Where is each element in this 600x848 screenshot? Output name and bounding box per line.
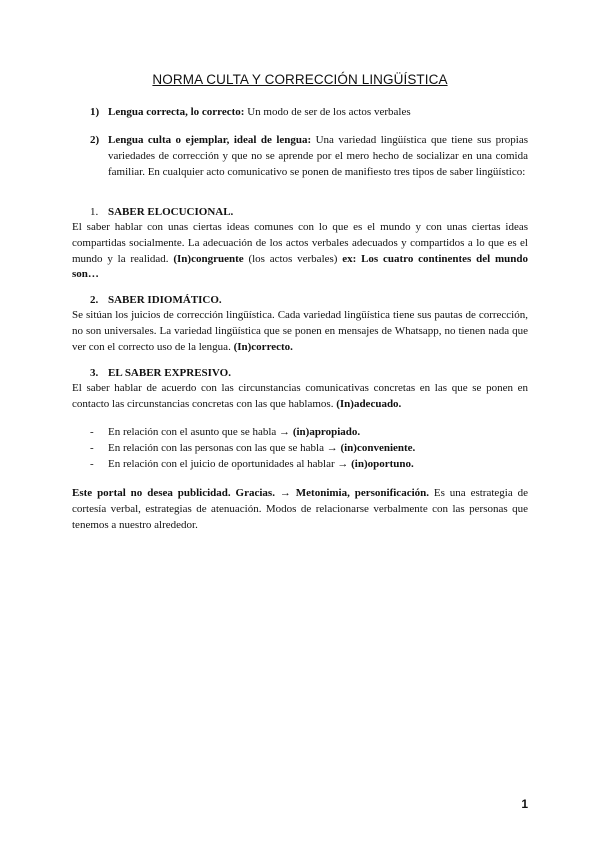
page-title: NORMA CULTA Y CORRECCIÓN LINGÜÍSTICA (152, 72, 448, 87)
bullet-2 (108, 441, 528, 457)
item-2-definition: Una variedad lingüística que tiene sus propias variedades de corrección y que no se aprende por el mero hecho de socializar en una comida familiar. En cualquier acto comunicativo se ponen de manifiesto tres tipos de saber lingüístico: (108, 134, 528, 178)
bullet-1-text: En relación con el asunto que se habla → (108, 426, 293, 438)
item-2-number: 2) (90, 134, 100, 146)
bullet-3-term: (in)oportuno. (351, 458, 414, 470)
bullet-1-term: (in)apropiado. (292, 426, 361, 438)
section-1-heading: SABER ELOCUCIONAL. (108, 206, 234, 218)
bullet-3 (108, 457, 528, 473)
section-3-paragraph (72, 381, 528, 413)
section-3-heading: EL SABER EXPRESIVO. (108, 367, 231, 379)
section-3-number: 3. (90, 367, 99, 379)
item-2-paragraph (108, 133, 528, 180)
page-number: 1 (521, 797, 528, 811)
section-2-text: Se sitúan los juicios de corrección lingüística. Cada variedad lingüística tiene sus pautas de corrección, no son universales. La variedad lingüística que se ponen en mensajes de Whatsapp, no tienen nada que ver con el correcto uso de la lengua. (72, 309, 528, 353)
section-1-paragraph (72, 220, 528, 283)
section-2-paragraph (72, 308, 528, 355)
section-1-text-2: (los actos verbales) (243, 252, 343, 265)
section-2-number: 2. (90, 294, 99, 306)
item-2-term: Lengua culta o ejemplar, ideal de lengua: (108, 134, 312, 146)
section-3-term: (In)adecuado. (336, 397, 402, 410)
bullet-2-dash: - (90, 442, 94, 454)
section-1-term: (In)congruente (173, 252, 244, 265)
section-1-number: 1. (90, 206, 99, 218)
section-3-text: El saber hablar de acuerdo con las circunstancias comunicativas concretas en las que se ponen en contacto las circunstancias concretas con las que hablamos. (72, 382, 528, 410)
closing-arrow: → (274, 487, 296, 499)
closing-paragraph (72, 486, 528, 533)
item-1-number: 1) (90, 106, 100, 118)
bullet-2-term: (in)conveniente. (340, 442, 416, 454)
bullet-1 (108, 425, 528, 441)
item-1-term: Lengua correcta, lo correcto: (108, 106, 245, 118)
closing-quote: Este portal no desea publicidad. Gracias. (72, 487, 275, 499)
closing-text: Es una estrategia de cortesía verbal, estrategias de atenuación. Modos de relacionarse verbalmente con las personas que tenemos a nuestro alrededor. (72, 487, 529, 531)
section-2-heading: SABER IDIOMÁTICO. (108, 294, 222, 306)
section-1-text: El saber hablar con unas ciertas ideas comunes con lo que es el mundo y con unas ciertas ideas compartidas socialmente. La adecuación de los actos verbales adecuados y compartidos a lo que es el mundo y la realidad. (72, 221, 528, 265)
bullet-3-text: En relación con el juicio de oportunidades al hablar → (108, 458, 352, 470)
item-1-definition: Un modo de ser de los actos verbales (244, 106, 411, 118)
closing-term: Metonimia, personificación. (295, 487, 429, 499)
bullet-3-dash: - (90, 458, 94, 470)
item-1-paragraph (108, 105, 528, 121)
section-2-term: (In)correcto. (233, 340, 293, 353)
bullet-1-dash: - (90, 426, 94, 438)
bullet-2-text: En relación con las personas con las que se habla → (108, 442, 341, 454)
section-1-example: ex: Los cuatro continentes del mundo son… (72, 252, 528, 281)
